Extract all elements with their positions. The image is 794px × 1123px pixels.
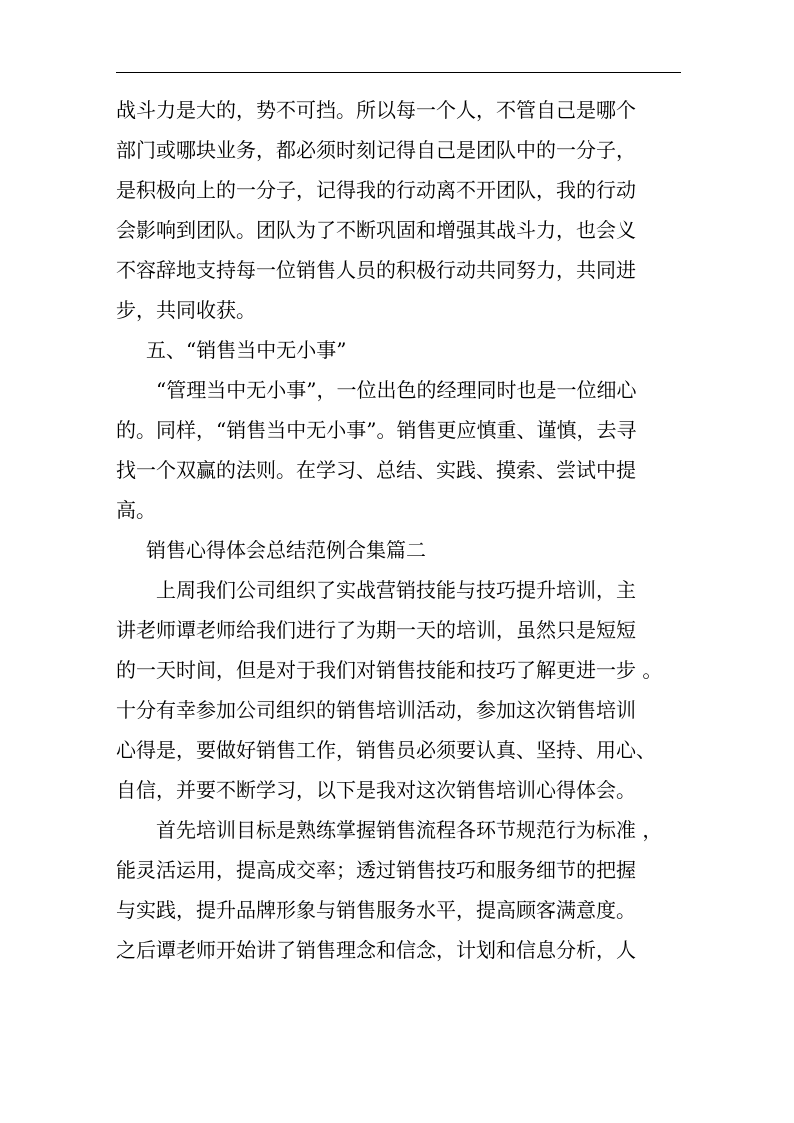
- text-line: 是积极向上的一分子，记得我的行动离不开团队，我的行动: [116, 178, 636, 202]
- text-line: 自信，并要不断学习，以下是我对这次销售培训心得体会。: [116, 778, 636, 802]
- text-line: 找一个双赢的法则。在学习、总结、实践、摸索、尝试中提: [116, 458, 636, 482]
- text-line: 的。同样，“销售当中无小事”。销售更应慎重、谨慎，去寻: [116, 418, 637, 442]
- text-line: 能灵活运用，提高成交率；透过销售技巧和服务细节的把握: [116, 858, 636, 882]
- text-line: 十分有幸参加公司组织的销售培训活动，参加这次销售培训: [116, 698, 636, 722]
- text-line: 首先培训目标是熟练掌握销售流程各环节规范行为标准 ，: [156, 818, 663, 842]
- text-line: 心得是，要做好销售工作，销售员必须要认真、坚持、用心、: [116, 738, 656, 762]
- text-line: 的一天时间，但是对于我们对销售技能和技巧了解更进一步 。: [116, 658, 663, 682]
- section-heading: 五、“销售当中无小事”: [146, 338, 347, 362]
- text-line: 讲老师谭老师给我们进行了为期一天的培训，虽然只是短短: [116, 618, 636, 642]
- section-heading: 销售心得体会总结范例合集篇二: [146, 538, 426, 562]
- text-line: 战斗力是大的，势不可挡。所以每一个人，不管自己是哪个: [116, 98, 636, 122]
- text-line: 高。: [116, 498, 156, 522]
- text-line: “管理当中无小事”，一位出色的经理同时也是一位细心: [156, 378, 637, 402]
- text-line: 会影响到团队。团队为了不断巩固和增强其战斗力，也会义: [116, 218, 636, 242]
- text-line: 不容辞地支持每一位销售人员的积极行动共同努力，共同进: [116, 258, 636, 282]
- document-body: [116, 90, 686, 970]
- text-line: 上周我们公司组织了实战营销技能与技巧提升培训，主: [156, 578, 636, 602]
- text-line: 与实践，提升品牌形象与销售服务水平，提高顾客满意度。: [116, 898, 636, 922]
- header-rule: [116, 72, 681, 73]
- text-line: 步，共同收获。: [116, 298, 256, 322]
- text-line: 之后谭老师开始讲了销售理念和信念，计划和信息分析，人: [116, 938, 636, 962]
- text-line: 部门或哪块业务，都必须时刻记得自己是团队中的一分子，: [116, 138, 636, 162]
